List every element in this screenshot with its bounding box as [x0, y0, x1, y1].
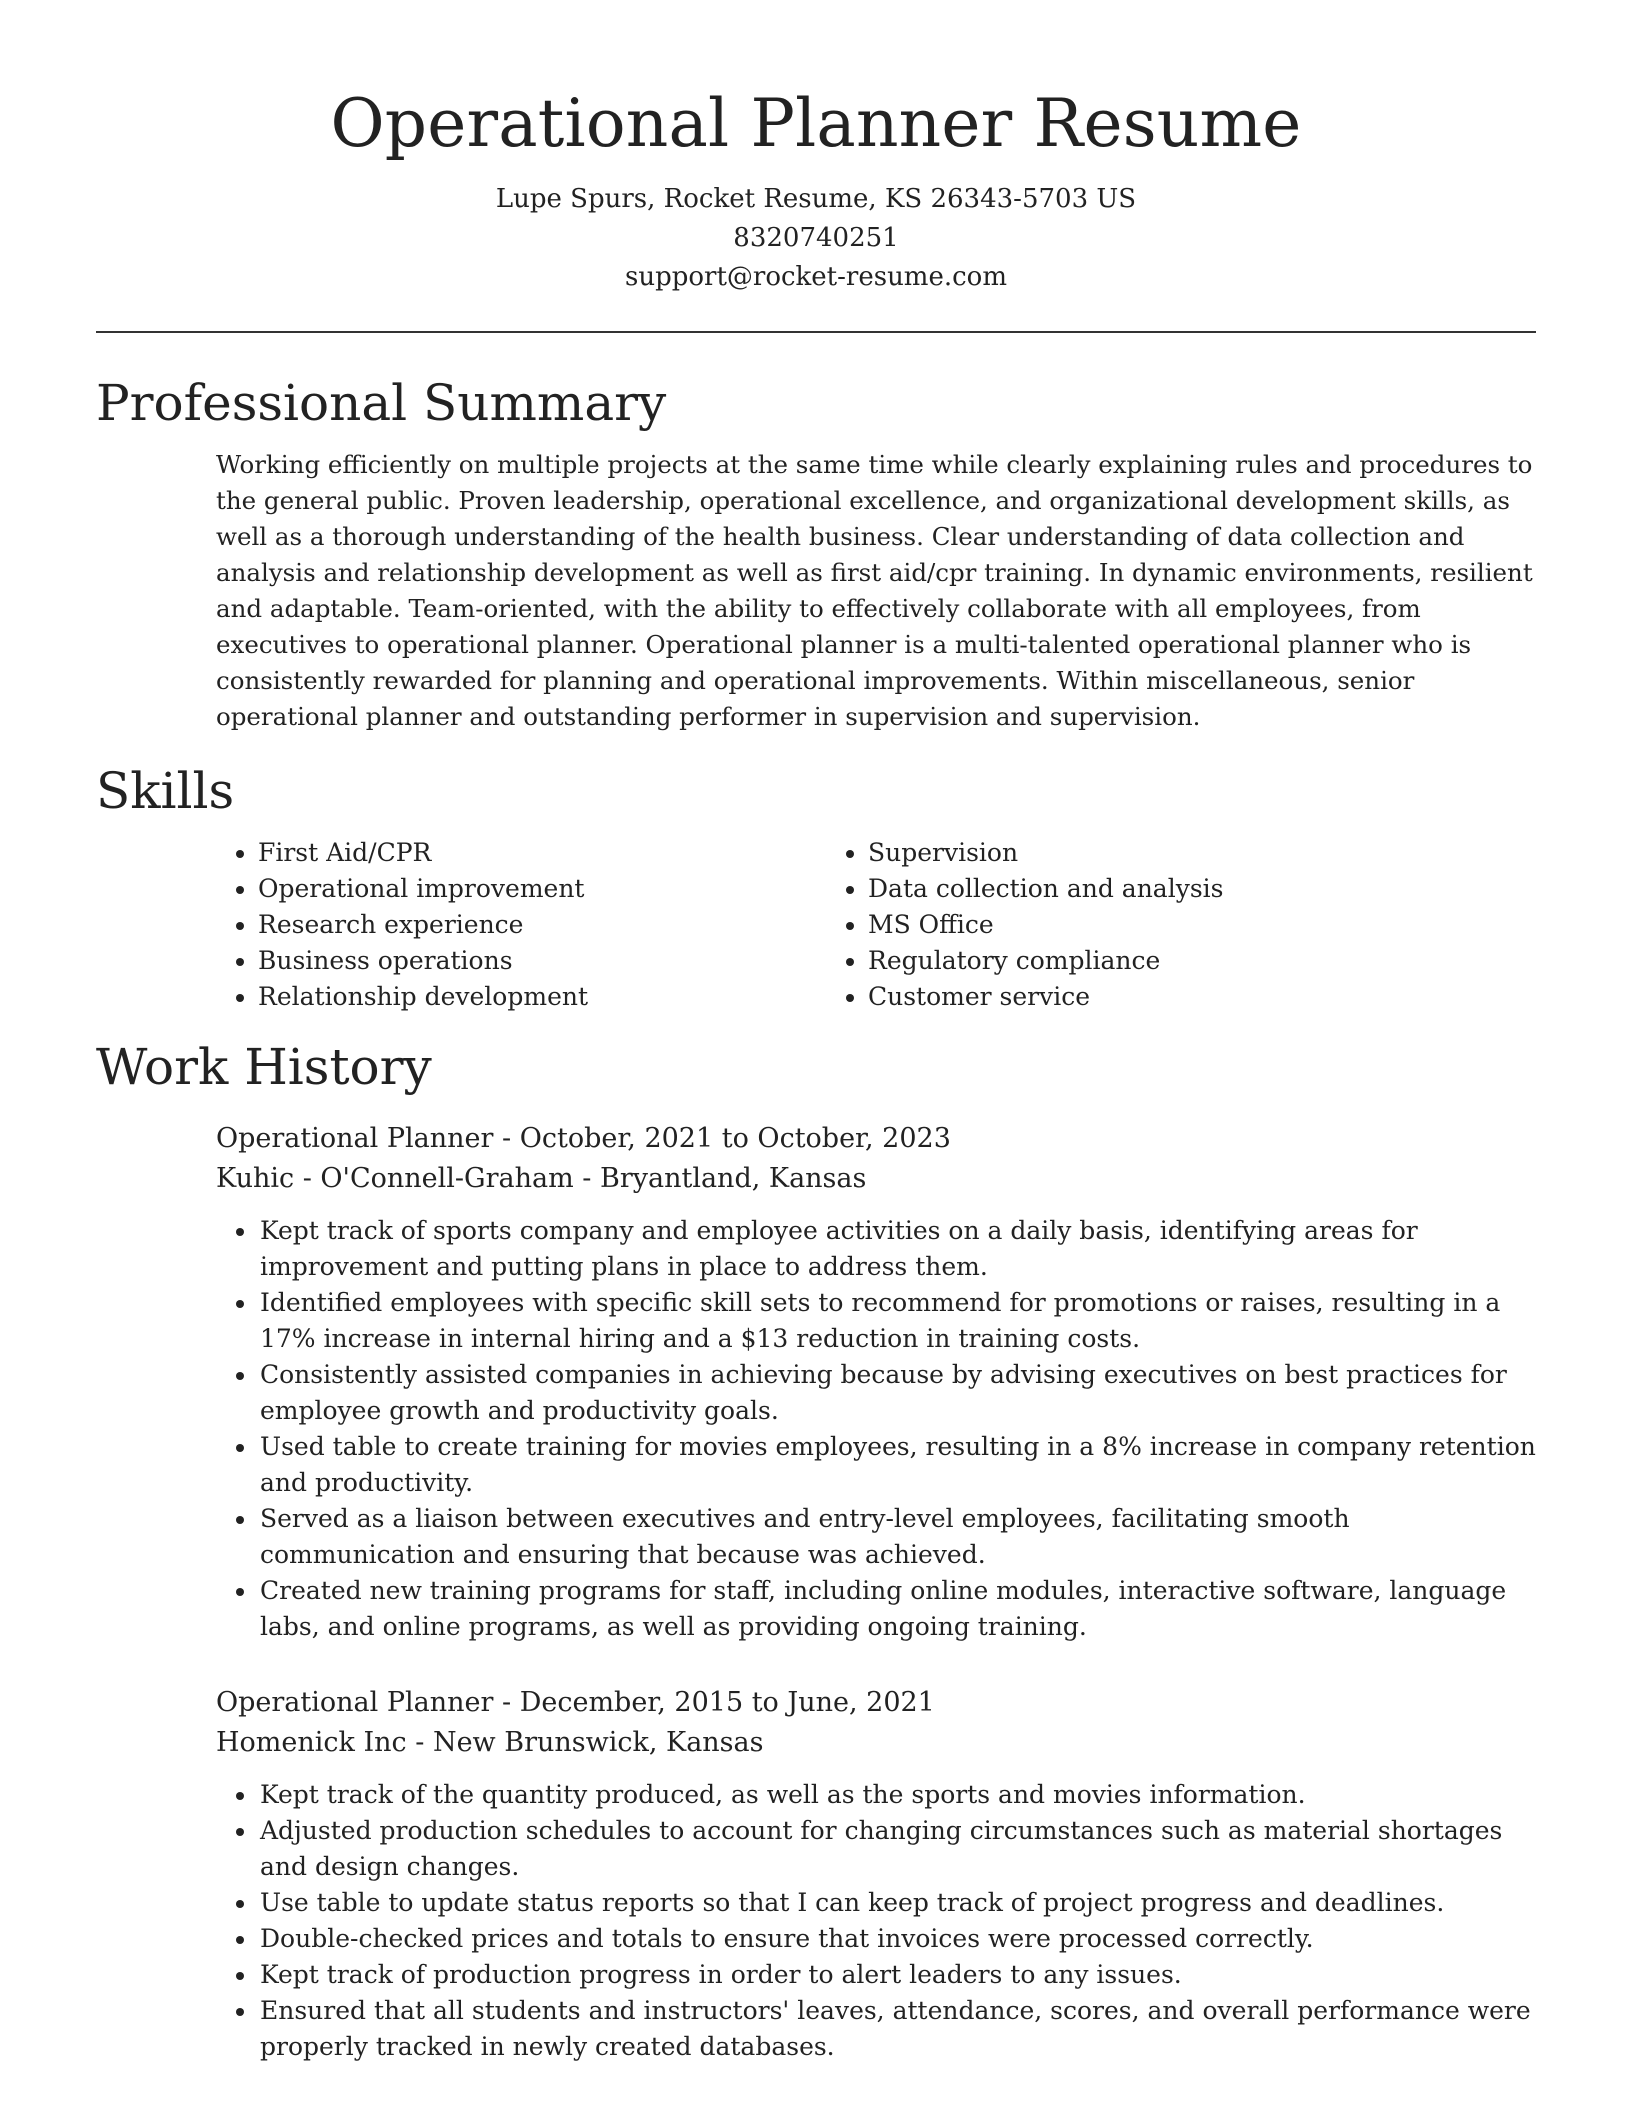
- job-title: Operational Planner: [216, 1122, 494, 1154]
- phone-text: 8320740251: [733, 222, 899, 253]
- skill-item: • Business operations: [258, 943, 826, 979]
- job-bullet: • Double-checked prices and totals to ensure that invoices were processed correctly.: [258, 1921, 1536, 1957]
- skills-list-right: [826, 835, 1436, 1015]
- job-bullet: • Created new training programs for staff, including online modules, interactive software, language labs, and online programs, as well as providing ongoing training.: [258, 1573, 1536, 1645]
- address-text: Lupe Spurs, Rocket Resume, KS 26343-5703 US: [495, 183, 1137, 214]
- summary-section: [96, 373, 1536, 735]
- job-company: Homenick Inc: [216, 1726, 407, 1758]
- job-location: New Brunswick, Kansas: [432, 1726, 764, 1758]
- job-bullet: • Ensured that all students and instructors' leaves, attendance, scores, and overall performance were properly tracked in newly created databases.: [258, 1993, 1536, 2065]
- skills-heading: Skills: [96, 761, 235, 820]
- job-bullet-list: [96, 1777, 1536, 2065]
- job-bullets: [96, 1777, 1536, 2065]
- job-location: Bryantland, Kansas: [599, 1162, 867, 1194]
- skill-item: • Data collection and analysis: [868, 871, 1436, 907]
- job-bullet: • Kept track of production progress in order to alert leaders to any issues.: [258, 1957, 1536, 1993]
- summary-text: Working efficiently on multiple projects at the same time while clearly explaining rules and procedures to the general public. Proven leadership, operational excellence, and organizational development skills, as well as a thorough understanding of the health business. Clear understanding of data collection and analysis and relationship development as well as first aid/cpr training. In dynamic environments, resilient and adaptable. Team-oriented, with the ability to effectively collaborate with all employees, from executives to operational planner. Operational planner is a multi-talented operational planner who is consistently rewarded for planning and operational improvements. Within miscellaneous, senior operational planner and outstanding performer in supervision and supervision.: [216, 449, 1533, 731]
- job-bullet: • Consistently assisted companies in achieving because by advising executives on best practices for employee growth and productivity goals.: [258, 1357, 1536, 1429]
- skill-item: • First Aid/CPR: [258, 835, 826, 871]
- job-bullet: • Identified employees with specific skill sets to recommend for promotions or raises, resulting in a 17% increase in internal hiring and a $13 reduction in training costs.: [258, 1285, 1536, 1357]
- job-bullet: • Adjusted production schedules to account for changing circumstances such as material shortages and design changes.: [258, 1813, 1536, 1885]
- job-dates: December, 2015 to June, 2021: [519, 1686, 935, 1718]
- job-bullet: • Kept track of sports company and employee activities on a daily basis, identifying areas for improvement and putting plans in place to address them.: [258, 1213, 1536, 1285]
- job-title-line: Operational Planner - December, 2015 to June, 2021: [216, 1686, 935, 1718]
- skills-grid: [96, 835, 1536, 1015]
- summary-heading: Professional Summary: [96, 373, 667, 432]
- skills-list-left: [216, 835, 826, 1015]
- email-text: support@rocket-resume.com: [624, 261, 1007, 292]
- work-history-section: [96, 1037, 1536, 2065]
- contact-info: [96, 180, 1536, 297]
- skill-item: • Regulatory compliance: [868, 943, 1436, 979]
- skill-item: • Customer service: [868, 979, 1436, 1015]
- skill-item: • Supervision: [868, 835, 1436, 871]
- job-bullets: [96, 1213, 1536, 1645]
- skill-item: • MS Office: [868, 907, 1436, 943]
- page-title: Operational Planner Resume: [330, 85, 1302, 162]
- job-company-line: Kuhic - O'Connell-Graham - Bryantland, Kansas: [216, 1162, 867, 1194]
- job-bullet: • Served as a liaison between executives and entry-level employees, facilitating smooth communication and ensuring that because was achieved.: [258, 1501, 1536, 1573]
- skill-item: • Operational improvement: [258, 871, 826, 907]
- job-company-line: Homenick Inc - New Brunswick, Kansas: [216, 1726, 764, 1758]
- resume-header: [96, 0, 1536, 297]
- job-title-line: Operational Planner - October, 2021 to October, 2023: [216, 1122, 951, 1154]
- job-title: Operational Planner: [216, 1686, 494, 1718]
- job-bullet: • Use table to update status reports so that I can keep track of project progress and deadlines.: [258, 1885, 1536, 1921]
- job-bullet: • Kept track of the quantity produced, as well as the sports and movies information.: [258, 1777, 1536, 1813]
- job-entry: [216, 1119, 1536, 1199]
- header-divider: [96, 331, 1536, 333]
- skills-section: [96, 761, 1536, 1015]
- job-entry: [216, 1683, 1536, 1763]
- work-history-heading: Work History: [96, 1037, 432, 1096]
- skill-item: • Research experience: [258, 907, 826, 943]
- job-bullet: • Used table to create training for movies employees, resulting in a 8% increase in company retention and productivity.: [258, 1429, 1536, 1501]
- job-dates: October, 2021 to October, 2023: [519, 1122, 951, 1154]
- job-bullet-list: [96, 1213, 1536, 1645]
- skill-item: • Relationship development: [258, 979, 826, 1015]
- job-company: Kuhic - O'Connell-Graham: [216, 1162, 574, 1194]
